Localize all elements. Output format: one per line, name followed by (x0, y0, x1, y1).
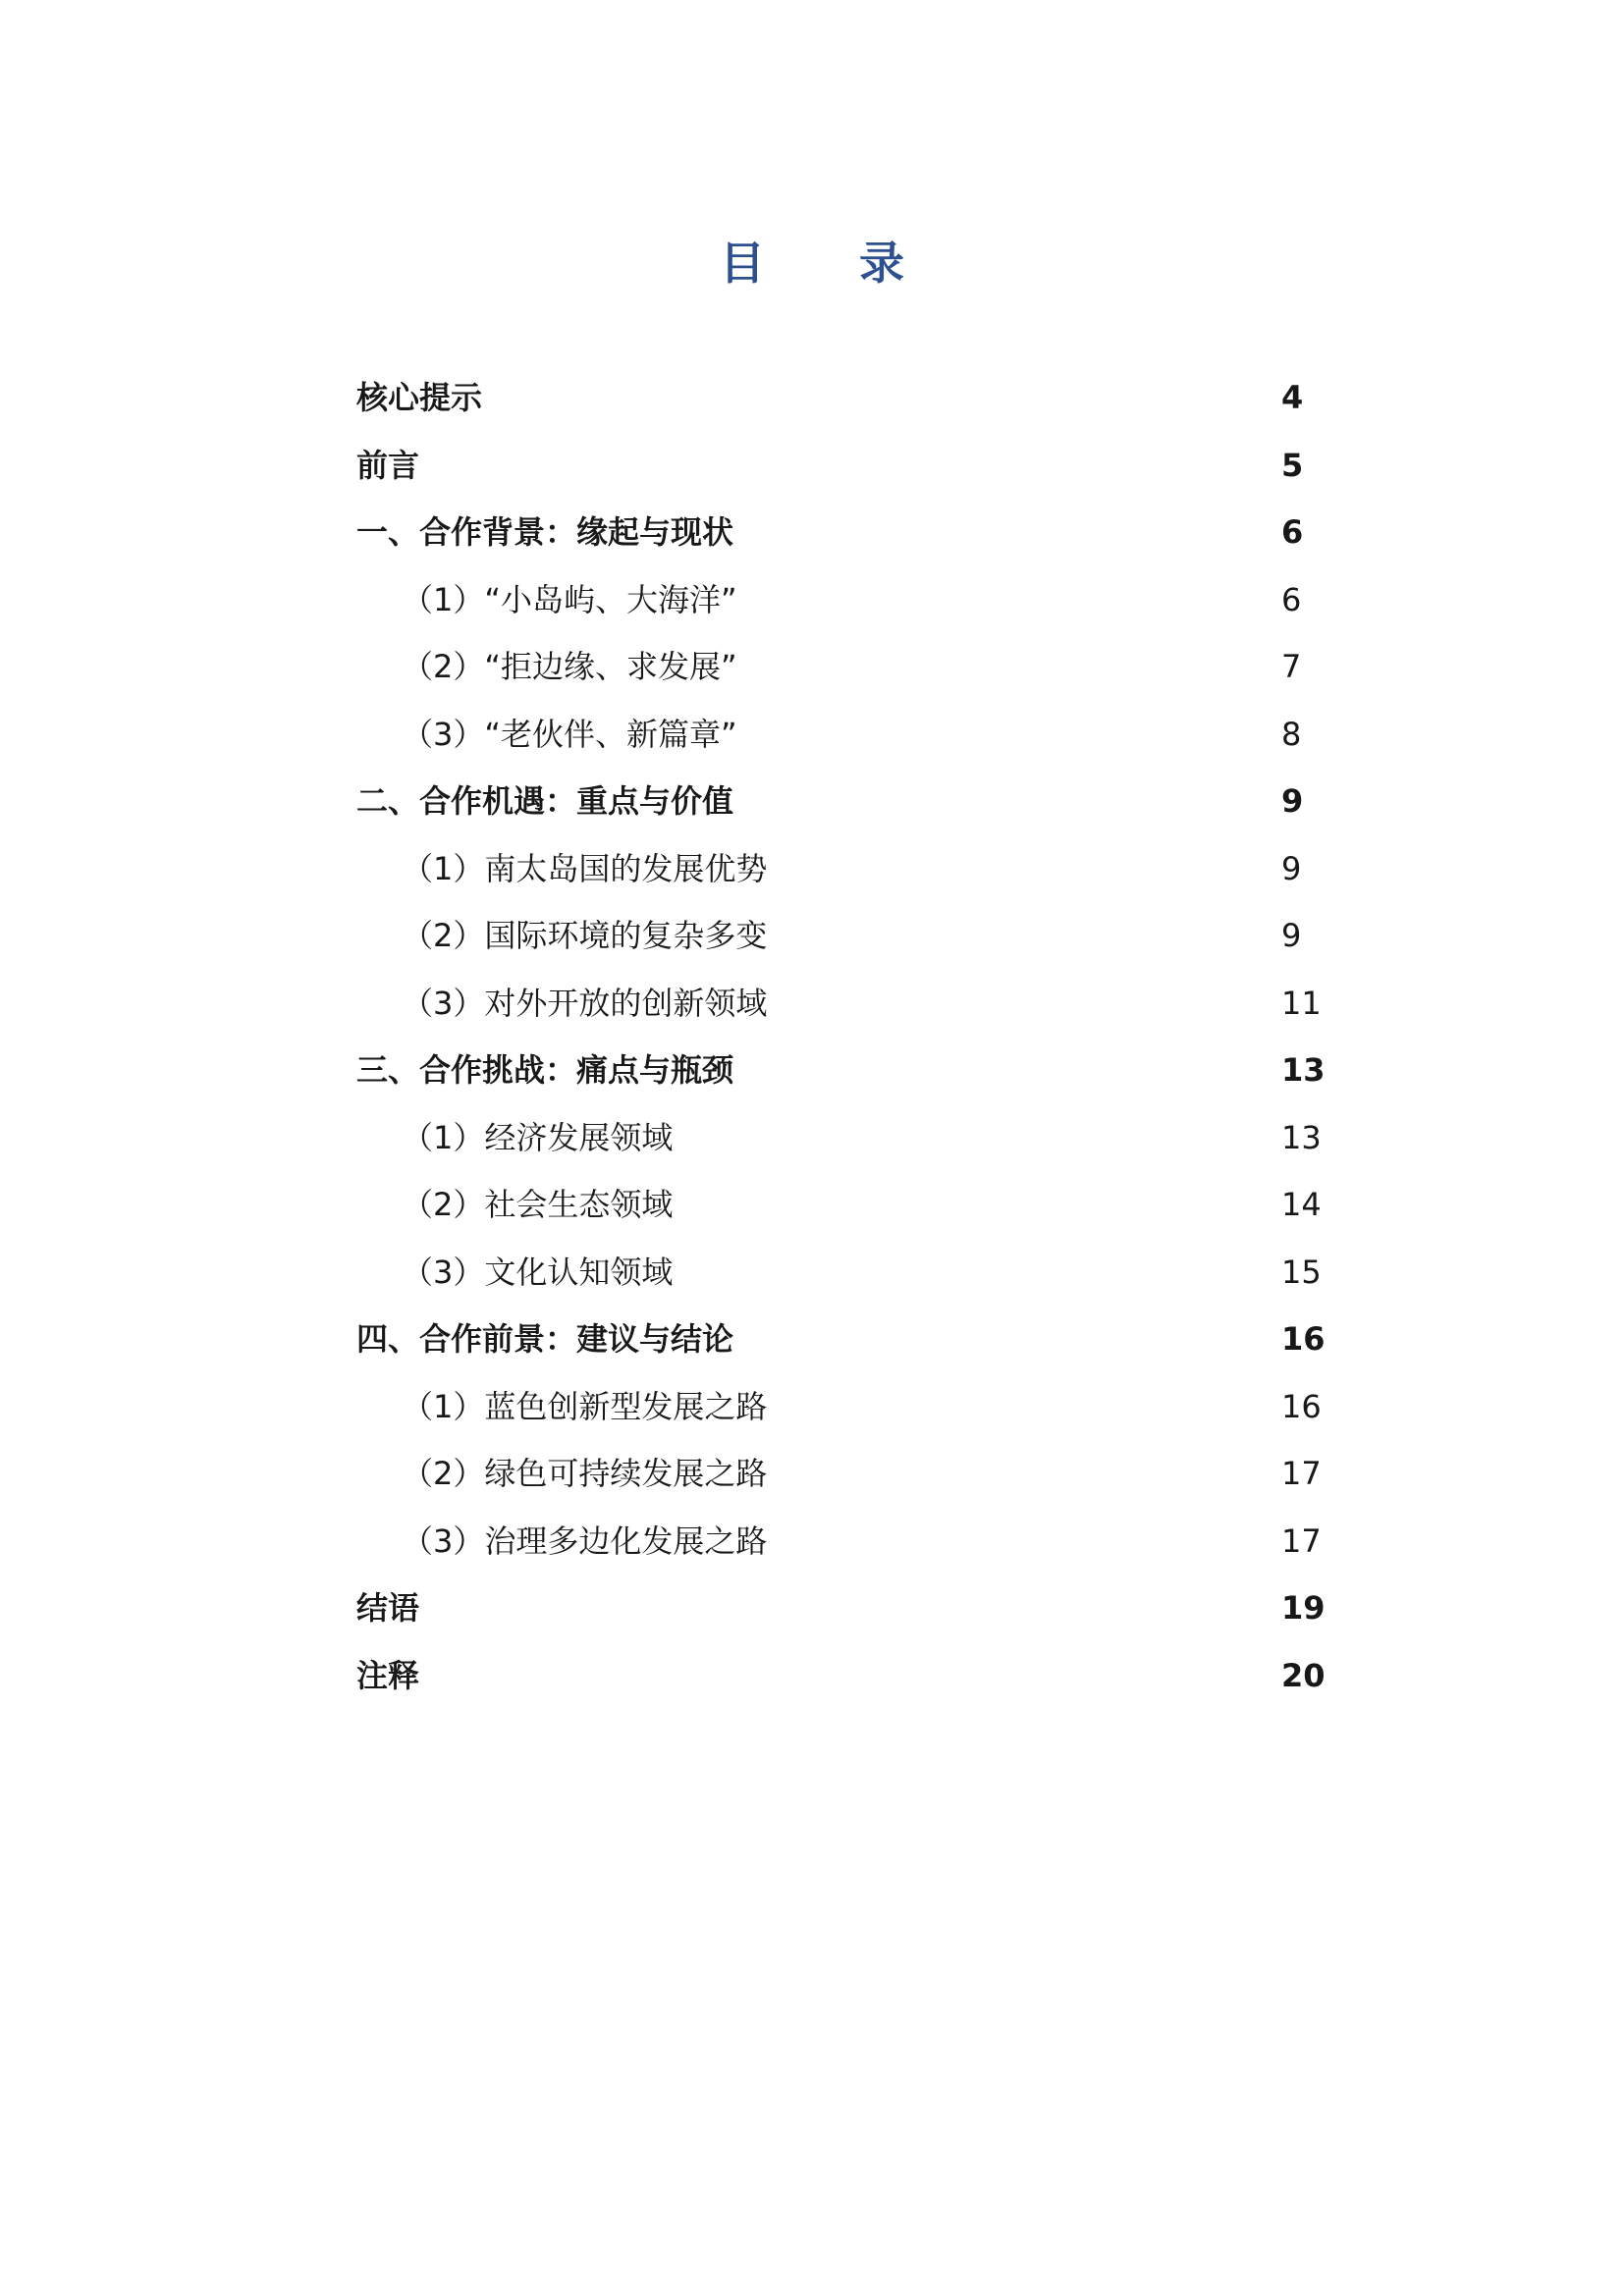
toc-entry-label: （2）“拒边缘、求发展” (402, 648, 737, 685)
toc-entry-page: 19 (1281, 1589, 1326, 1627)
toc-entry-label: （3）治理多边化发展之路 (402, 1522, 768, 1560)
toc-entry-page: 16 (1281, 1320, 1326, 1358)
toc-subentry[interactable] (356, 1178, 1322, 1246)
toc-entry-label: 结语 (356, 1589, 420, 1627)
toc-entry-label: 二、合作机遇：重点与价值 (356, 782, 734, 820)
toc-entry-label: （2）国际环境的复杂多变 (402, 917, 768, 954)
toc-entry[interactable] (356, 1043, 1326, 1111)
toc-entry-page: 5 (1281, 446, 1304, 484)
toc-entry-page: 11 (1281, 984, 1322, 1022)
toc-entry-label: （1）经济发展领域 (402, 1118, 674, 1156)
toc-entry-page: 16 (1281, 1387, 1322, 1425)
toc-entry-page: 13 (1281, 1051, 1326, 1089)
toc-subentry[interactable] (356, 842, 1319, 910)
toc-subentry[interactable] (356, 909, 1319, 977)
toc-entry-label: 四、合作前景：建议与结论 (356, 1320, 734, 1358)
toc-entry[interactable] (356, 1581, 1326, 1649)
toc-entry-label: （3）对外开放的创新领域 (402, 984, 768, 1022)
toc-entry[interactable] (356, 1312, 1326, 1380)
toc-entry-label: （2）社会生态领域 (402, 1186, 674, 1223)
toc-entry-label: 三、合作挑战：痛点与瓶颈 (356, 1051, 734, 1089)
toc-entry-page: 9 (1281, 782, 1304, 820)
toc-entry-label: （1）“小岛屿、大海洋” (402, 580, 737, 618)
toc-entry-page: 6 (1281, 513, 1304, 551)
toc-subentry[interactable] (356, 573, 1319, 641)
toc-entry-label: 注释 (356, 1656, 420, 1694)
toc-entry-label: （1）蓝色创新型发展之路 (402, 1387, 768, 1425)
toc-entry-page: 17 (1281, 1455, 1322, 1492)
toc-entry[interactable] (356, 439, 1319, 507)
toc-entry[interactable] (356, 506, 1319, 573)
toc-entry-label: （3）“老伙伴、新篇章” (402, 715, 737, 753)
toc-entry-label: （2）绿色可持续发展之路 (402, 1455, 768, 1492)
toc-entry[interactable] (356, 1649, 1326, 1717)
toc-entry-label: （1）南太岛国的发展优势 (402, 849, 768, 887)
toc-entry-label: 核心提示 (356, 379, 483, 416)
toc-entry-page: 9 (1281, 917, 1302, 954)
toc-subentry[interactable] (356, 640, 1319, 708)
toc-entry-page: 6 (1281, 580, 1302, 618)
toc-entry[interactable] (356, 774, 1319, 842)
toc-entry-page: 13 (1281, 1118, 1322, 1156)
toc-entry-page: 8 (1281, 715, 1302, 753)
toc-subentry[interactable] (356, 1447, 1322, 1515)
toc-entry-page: 4 (1281, 379, 1304, 416)
table-of-contents (356, 371, 1326, 1716)
toc-subentry[interactable] (356, 1515, 1322, 1582)
toc-entry-page: 17 (1281, 1522, 1322, 1560)
toc-subentry[interactable] (356, 977, 1322, 1044)
toc-entry-label: 一、合作背景：缘起与现状 (356, 513, 734, 551)
toc-subentry[interactable] (356, 708, 1319, 775)
toc-entry-page: 9 (1281, 849, 1302, 887)
toc-entry-page: 14 (1281, 1186, 1322, 1223)
toc-entry-label: （3）文化认知领域 (402, 1253, 674, 1291)
toc-entry-page: 7 (1281, 648, 1302, 685)
toc-subentry[interactable] (356, 1380, 1322, 1448)
page-title: 目 录 (719, 237, 944, 290)
toc-entry-page: 15 (1281, 1253, 1322, 1291)
toc-entry-label: 前言 (356, 446, 420, 484)
toc-entry-page: 20 (1281, 1656, 1326, 1694)
toc-entry[interactable] (356, 371, 1319, 439)
toc-subentry[interactable] (356, 1246, 1322, 1313)
toc-subentry[interactable] (356, 1111, 1322, 1179)
